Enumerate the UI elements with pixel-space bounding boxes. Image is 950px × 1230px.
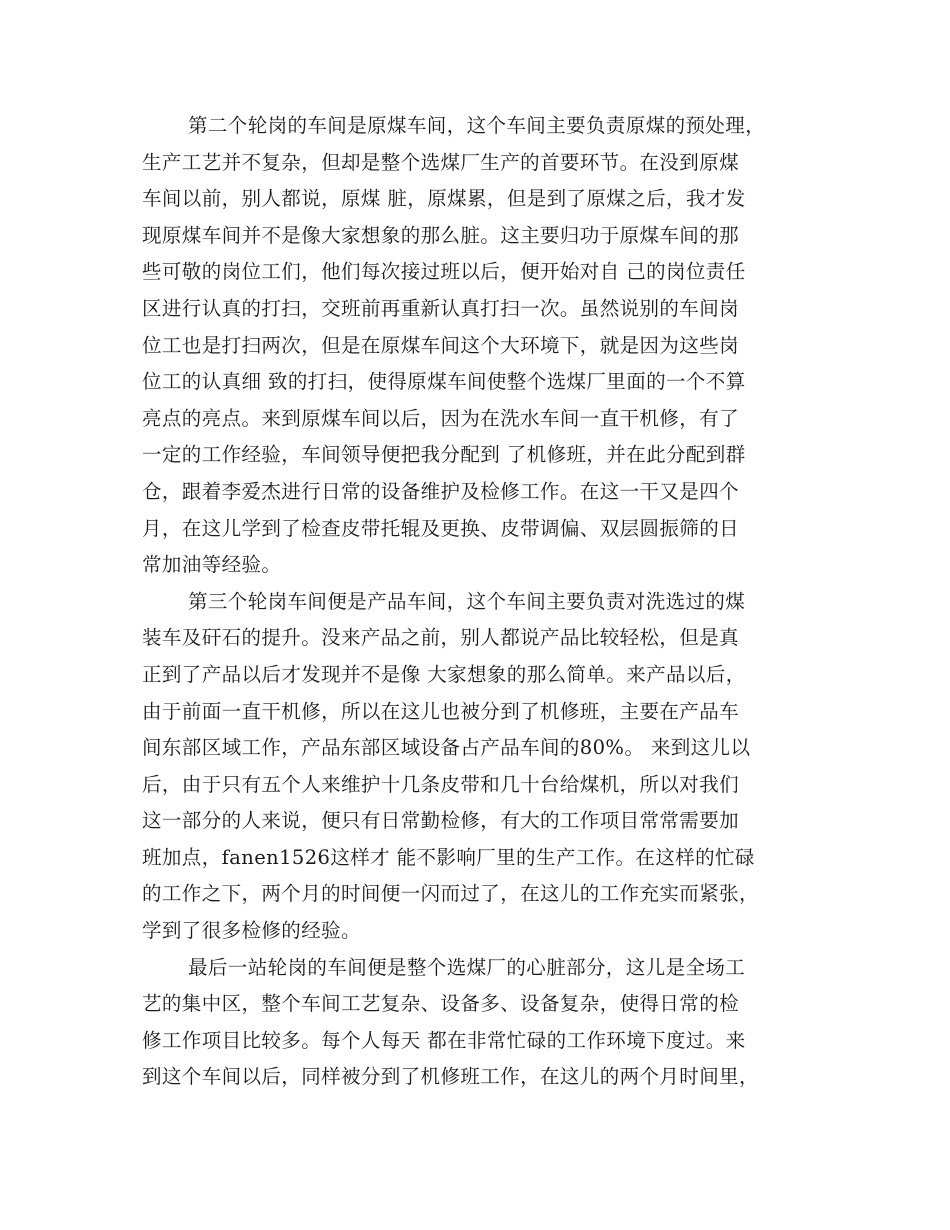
text-line: 常加油等经验。	[142, 553, 282, 577]
text-line: 第三个轮岗车间便是产品车间，这个车间主要负责对洗选过的煤	[188, 589, 746, 613]
paragraph-3	[142, 950, 822, 1096]
document-body	[142, 108, 822, 1096]
text-line: 车间以前，别人都说，原煤 脏，原煤累，但是到了原煤之后，我才发	[142, 187, 746, 211]
text-line: 由于前面一直干机修，所以在这儿也被分到了机修班，主要在产品车	[142, 699, 740, 723]
text-line: 到这个车间以后，同样被分到了机修班工作，在这儿的两个月时间里，	[142, 1065, 759, 1089]
text-line: 亮点的亮点。来到原煤车间以后，因为在洗水车间一直干机修，有了	[142, 406, 740, 430]
text-line: 装车及矸石的提升。没来产品之前，别人都说产品比较轻松，但是真	[142, 626, 740, 650]
text-line: 修工作项目比较多。每个人每天 都在非常忙碌的工作环境下度过。来	[142, 1028, 746, 1052]
text-line: 班加点，fanen1526这样才 能不影响厂里的生产工作。在这样的忙碌	[142, 845, 755, 869]
text-line: 这一部分的人来说，便只有日常勤检修，有大的工作项目常常需要加	[142, 809, 740, 833]
paragraph-1	[142, 108, 822, 584]
text-line: 些可敬的岗位工们，他们每次接过班以后，便开始对自 己的岗位责任	[142, 260, 746, 284]
text-line: 一定的工作经验，车间领导便把我分配到 了机修班，并在此分配到群	[142, 443, 746, 467]
text-line: 区进行认真的打扫，交班前再重新认真打扫一次。虽然说别的车间岗	[142, 296, 740, 320]
text-line: 位工的认真细 致的打扫，使得原煤车间使整个选煤厂里面的一个不算	[142, 370, 746, 394]
text-line: 正到了产品以后才发现并不是像 大家想象的那么简单。来产品以后，	[142, 662, 746, 686]
text-line: 月，在这儿学到了检查皮带托辊及更换、皮带调偏、双层圆振筛的日	[142, 516, 740, 540]
text-line: 间东部区域工作，产品东部区域设备占产品车间的80%。 来到这儿以	[142, 736, 751, 760]
text-line: 的工作之下，两个月的时间便一闪而过了，在这儿的工作充实而紧张，	[142, 882, 759, 906]
text-line: 位工也是打扫两次，但是在原煤车间这个大环境下，就是因为这些岗	[142, 333, 740, 357]
text-line: 后，由于只有五个人来维护十几条皮带和几十台给煤机，所以对我们	[142, 772, 740, 796]
text-line: 艺的集中区，整个车间工艺复杂、设备多、设备复杂，使得日常的检	[142, 992, 740, 1016]
text-line: 第二个轮岗的车间是原煤车间，这个车间主要负责原煤的预处理，	[188, 114, 766, 137]
text-line: 现原煤车间并不是像大家想象的那么脏。这主要归功于原煤车间的那	[142, 223, 740, 247]
text-line: 最后一站轮岗的车间便是整个选煤厂的心脏部分，这儿是全场工	[188, 955, 746, 979]
text-line: 生产工艺并不复杂，但却是整个选煤厂生产的首要环节。在没到原煤	[142, 150, 740, 174]
text-line: 仓，跟着李爱杰进行日常的设备维护及检修工作。在这一干又是四个	[142, 479, 740, 503]
text-line: 学到了很多检修的经验。	[142, 919, 361, 943]
paragraph-2	[142, 584, 822, 950]
